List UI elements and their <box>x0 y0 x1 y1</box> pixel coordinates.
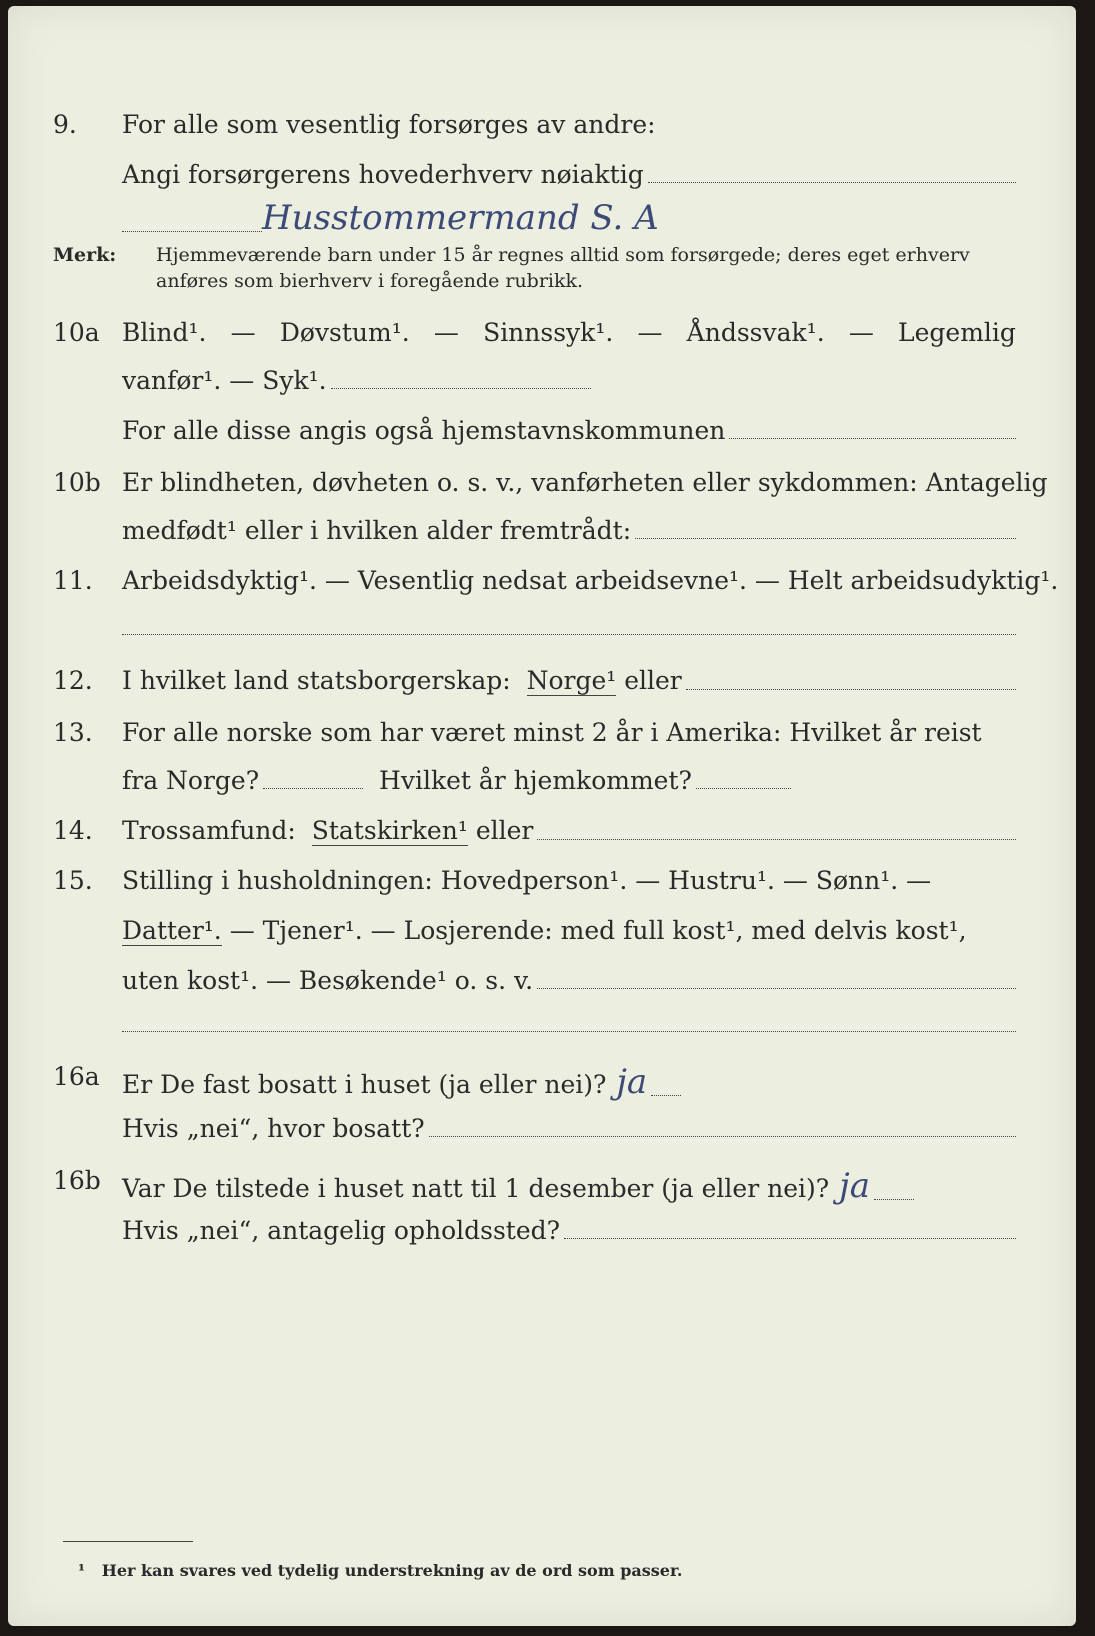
q15-text2: — Tjener¹. — Losjerende: med full kost¹, med delvis kost¹, <box>229 916 967 945</box>
footnote-text: Her kan svares ved tydelig understrekning av de ord som passer. <box>101 1561 683 1580</box>
q10a-fill-line <box>331 387 591 389</box>
q10b-text: Er blindheten, døvheten o. s. v., vanførheten eller sykdommen: Antagelig <box>122 468 1048 497</box>
q9-answer-lead <box>122 230 262 232</box>
q13-text: For alle norske som har været minst 2 år i Amerika: Hvilket år reist <box>122 718 982 747</box>
q13-text2b: Hvilket år hjemkommet? <box>379 766 692 795</box>
q14-option-statskirken: Statskirken¹ <box>311 816 468 845</box>
q12-fill-line <box>686 688 1016 690</box>
q16b-text2: Hvis „nei“, antagelig opholdssted? <box>122 1216 561 1245</box>
q16b-number: 16b <box>53 1166 101 1195</box>
q15-fill-line2 <box>122 1031 1016 1032</box>
q16a-fill-line <box>651 1094 681 1096</box>
q16a-text2: Hvis „nei“, hvor bosatt? <box>122 1114 425 1143</box>
q10b-number: 10b <box>53 468 101 497</box>
q10b-text2: medfødt¹ eller i hvilken alder fremtrådt: <box>122 516 632 545</box>
q13-number: 13. <box>53 718 93 747</box>
q14-rest: eller <box>475 816 534 845</box>
q10a-blind: Blind¹. <box>122 318 207 347</box>
q14-fill-line <box>537 838 1016 840</box>
q15-text: Stilling i husholdningen: Hovedperson¹. — Hustru¹. — Sønn¹. — <box>122 866 932 895</box>
q16a-fill-line2 <box>429 1135 1016 1137</box>
q15-option-datter: Datter¹. <box>122 916 222 945</box>
merk-label: Merk: <box>53 244 117 266</box>
merk-text: Hjemmeværende barn under 15 år regnes alltid som forsørgede; deres eget erhverv <box>156 244 970 266</box>
q10b-fill-line <box>635 537 1016 539</box>
q12-option-norge: Norge¹ <box>526 666 617 695</box>
q9-number: 9. <box>53 110 77 139</box>
q16a-handwritten-answer: ja <box>616 1062 648 1102</box>
q10a-dash4: — <box>848 318 874 347</box>
q12-text: I hvilket land statsborgerskap: <box>122 666 511 695</box>
q11-fill-line <box>122 634 1016 635</box>
q10a-dash2: — <box>433 318 459 347</box>
q11-text: Arbeidsdyktig¹. — Vesentlig nedsat arbeidsevne¹. — Helt arbeidsudyktig¹. <box>122 566 1059 595</box>
q16b-handwritten-answer: ja <box>839 1166 870 1206</box>
q9-text2: Angi forsørgerens hovederhverv nøiaktig <box>122 160 644 189</box>
q9-fill-line <box>648 181 1016 183</box>
q10a-text3: For alle disse angis også hjemstavnskommunen <box>122 416 726 445</box>
q12-number: 12. <box>53 666 93 695</box>
q10a-andssvak: Åndssvak¹. <box>686 318 825 347</box>
q9-text: For alle som vesentlig forsørges av andre: <box>122 110 656 139</box>
q16b-text: Var De tilstede i huset natt til 1 desember (ja eller nei)? <box>122 1174 830 1203</box>
q10a-text2: vanfør¹. — Syk¹. <box>122 366 327 395</box>
q15-text3: uten kost¹. — Besøkende¹ o. s. v. <box>122 966 534 995</box>
q13-text2a: fra Norge? <box>122 766 260 795</box>
q15-fill-line <box>537 987 1016 989</box>
q11-number: 11. <box>53 566 93 595</box>
q10a-sinnssyk: Sinnssyk¹. <box>483 318 614 347</box>
footnote <box>78 1561 1076 1580</box>
q16b-fill-line2 <box>564 1237 1016 1239</box>
q13-fill-line1 <box>263 787 363 789</box>
q10a-dash1: — <box>230 318 256 347</box>
q14-number: 14. <box>53 816 93 845</box>
q15-number: 15. <box>53 866 93 895</box>
footnote-mark: ¹ <box>78 1561 86 1580</box>
q16a-text: Er De fast bosatt i huset (ja eller nei)? <box>122 1070 607 1099</box>
q10a-dash3: — <box>637 318 663 347</box>
q16a-number: 16a <box>53 1062 100 1091</box>
q10a-dovstum: Døvstum¹. <box>279 318 410 347</box>
q14-text: Trossamfund: <box>122 816 296 845</box>
q10a-fill-line2 <box>729 437 1016 439</box>
q10a-number: 10a <box>53 318 100 347</box>
footnote-rule <box>63 1541 193 1542</box>
q9-handwritten-answer: Husstommermand S. A <box>262 198 659 238</box>
q12-rest: eller <box>624 666 682 695</box>
q16b-fill-line <box>874 1198 914 1200</box>
q13-fill-line2 <box>696 787 791 789</box>
census-form-page <box>8 6 1076 1626</box>
q10a-legemlig: Legemlig <box>898 318 1016 347</box>
merk-text2: anføres som bierhverv i foregående rubrikk. <box>156 270 584 292</box>
